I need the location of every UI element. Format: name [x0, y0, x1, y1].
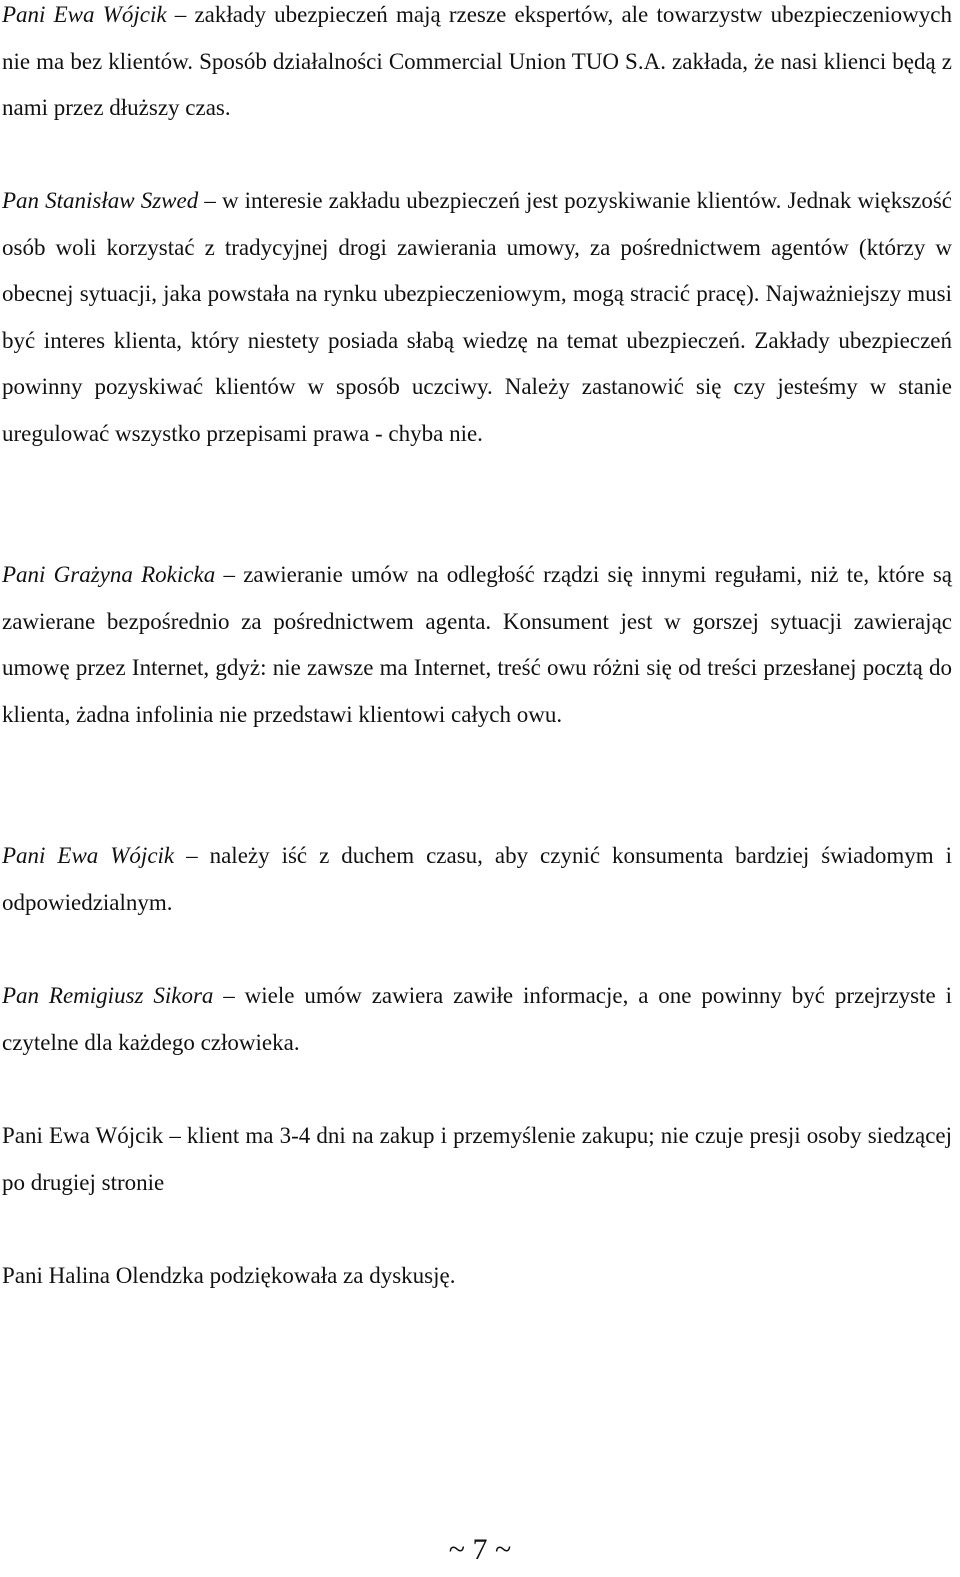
paragraph-text: należy iść z duchem czasu, aby czynić konsumenta bardziej świadomym i odpowiedzialnym. — [2, 843, 952, 915]
paragraph-text: wiele umów zawiera zawiłe informacje, a one powinny być przejrzyste i czytelne dla każdego człowieka. — [2, 983, 952, 1055]
paragraph-stanislaw-szwed — [2, 178, 952, 458]
speaker-name: Pani Ewa Wójcik — [2, 2, 167, 27]
dash: – — [166, 2, 195, 27]
speaker-name: Pani Grażyna Rokicka — [2, 562, 216, 587]
dash: – — [213, 983, 245, 1008]
dash: – — [174, 843, 210, 868]
paragraph-text: klient ma 3-4 dni na zakup i przemyślenie zakupu; nie czuje presji osoby siedzącej po drugiej stronie — [2, 1123, 953, 1195]
paragraph-text: zawieranie umów na odległość rządzi się innymi regułami, niż te, które są zawierane bezpośrednio za pośrednictwem agenta. Konsument jest w gorszej sytuacji zawierając umowę przez Internet, gdyż: nie zawsze ma Internet, treść owu różni się od treści przesłanej pocztą do klienta, żadna infolinia nie przedstawi klientowi całych owu. — [2, 562, 952, 727]
paragraph-remigiusz-sikora — [2, 973, 952, 1066]
paragraph-closing — [2, 1253, 952, 1300]
paragraph-ewa-wojcik-3 — [2, 1113, 952, 1206]
page-number: ~ 7 ~ — [448, 1533, 512, 1566]
paragraph-ewa-wojcik-1 — [2, 0, 952, 132]
dash: – — [198, 188, 222, 213]
speaker-name: Pan Remigiusz Sikora — [2, 983, 214, 1008]
dash: – — [163, 1123, 187, 1148]
paragraph-ewa-wojcik-2 — [2, 833, 952, 926]
speaker-name: Pani Ewa Wójcik — [2, 1123, 164, 1148]
paragraph-text: w interesie zakładu ubezpieczeń jest pozyskiwanie klientów. Jednak większość osób woli korzystać z tradycyjnej drogi zawierania umowy, za pośrednictwem agentów (którzy w obecnej sytuacji, jaka powstała na rynku ubezpieczeniowym, mogą stracić pracę). Najważniejszy musi być interes klienta, który niestety posiada słabą wiedzę na temat ubezpieczeń. Zakłady ubezpieczeń powinny pozyskiwać klientów w sposób uczciwy. Należy zastanowić się czy jesteśmy w stanie uregulować wszystko przepisami prawa - chyba nie. — [2, 188, 953, 446]
speaker-name: Pani Ewa Wójcik — [2, 843, 175, 868]
paragraph-text: zakłady ubezpieczeń mają rzesze ekspertów, ale towarzystw ubezpieczeniowych nie ma bez klientów. Sposób działalności Commercial Union TUO S.A. zakłada, że nasi klienci będą z nami przez dłuższy czas. — [2, 2, 953, 121]
dash: – — [215, 562, 244, 587]
speaker-name: Pan Stanisław Szwed — [2, 188, 199, 213]
paragraph-grazyna-rokicka — [2, 552, 952, 738]
paragraph-text: Pani Halina Olendzka podziękowała za dyskusję. — [2, 1263, 456, 1288]
